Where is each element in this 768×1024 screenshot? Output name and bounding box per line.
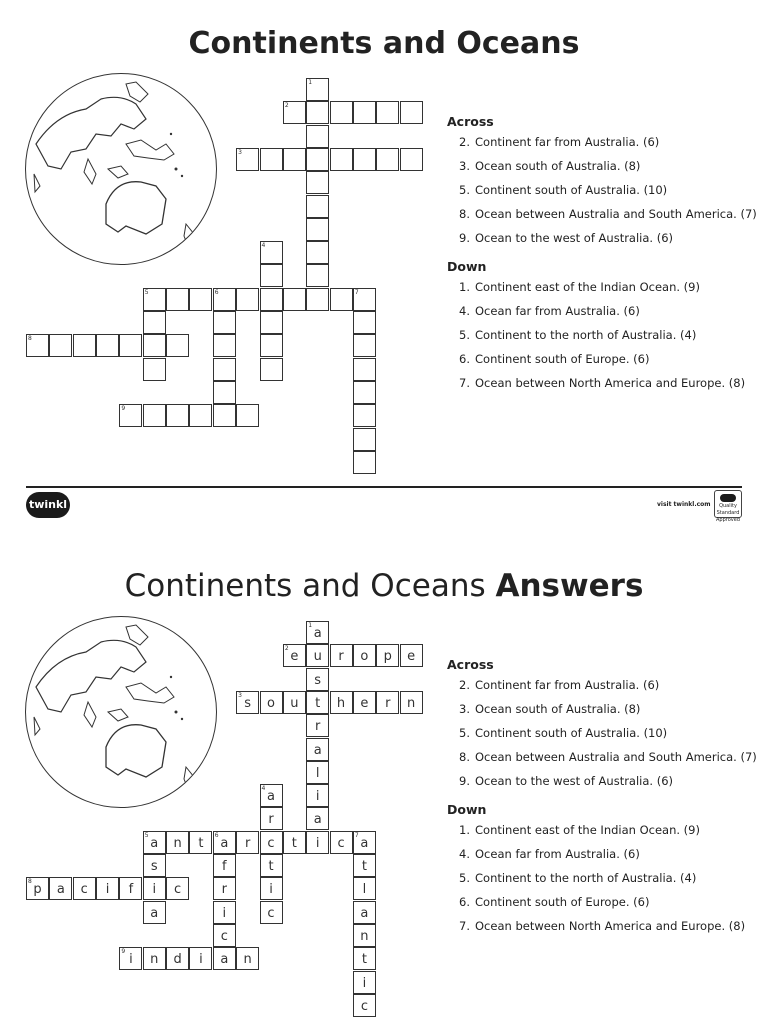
crossword-cell [353, 691, 376, 714]
cell-letter: t [291, 835, 297, 851]
clue-down-4: 4. Ocean far from Australia. (6) [459, 847, 640, 861]
cell-letter: s [314, 672, 322, 688]
cell-letter: t [315, 695, 321, 711]
crossword-cell [353, 644, 376, 667]
crossword-cell [306, 621, 329, 644]
crossword-cell [213, 877, 236, 900]
clue-number: 1 [308, 79, 313, 86]
crossword-cell [400, 644, 423, 667]
crossword-cell[interactable] [306, 78, 329, 101]
crossword-cell [49, 877, 72, 900]
crossword-cell[interactable] [306, 101, 329, 124]
crossword-cell[interactable] [353, 148, 376, 171]
clue-down-5: 5. Continent to the north of Australia. (4) [459, 871, 697, 885]
clue-number: 6 [214, 288, 219, 296]
cell-letter: i [315, 789, 320, 805]
clue-across-3: 3. Ocean south of Australia. (8) [459, 159, 641, 173]
cell-letter: i [152, 882, 157, 898]
crossword-cell[interactable] [143, 404, 166, 427]
cell-letter: t [198, 835, 204, 851]
crossword-cell [353, 947, 376, 970]
crossword-cell[interactable] [330, 288, 353, 311]
worksheet-title: Continents and Oceans [188, 26, 580, 61]
clue-number: 1 [308, 622, 313, 629]
clue-down-7: 7. Ocean between North America and Europe. (8) [459, 919, 746, 933]
cell-letter: i [362, 975, 367, 991]
crossword-cell [376, 691, 399, 714]
clue-down-5: 5. Continent to the north of Australia. (4) [459, 328, 697, 342]
cell-letter: p [383, 649, 392, 665]
clue-number: 2 [284, 102, 289, 110]
crossword-cell[interactable] [213, 404, 236, 427]
crossword-cell [306, 784, 329, 807]
crossword-cell[interactable] [260, 264, 283, 287]
crossword-cell[interactable] [49, 334, 72, 357]
crossword-cell[interactable] [353, 358, 376, 381]
cell-letter: i [105, 882, 110, 898]
cell-letter: n [150, 952, 159, 968]
cell-letter: p [33, 882, 42, 898]
cell-letter: u [290, 695, 299, 711]
footer-divider [26, 486, 742, 488]
crossword-cell [213, 831, 236, 854]
crossword-cell[interactable] [260, 358, 283, 381]
crossword-cell[interactable] [306, 241, 329, 264]
cell-letter: h [336, 695, 346, 711]
clue-across-8: 8. Ocean between Australia and South America. (7) [459, 750, 757, 764]
crossword-cell[interactable] [260, 148, 283, 171]
crossword-cell [260, 901, 283, 924]
cell-letter: r [315, 719, 321, 735]
cell-letter: n [406, 695, 416, 711]
cell-letter: o [360, 649, 369, 665]
cell-letter: a [267, 789, 275, 805]
clues-panel [447, 114, 757, 400]
clue-number: 5 [144, 831, 149, 839]
crossword-cell[interactable] [353, 311, 376, 334]
crossword-cell[interactable] [353, 428, 376, 451]
clue-down-6: 6. Continent south of Europe. (6) [459, 895, 650, 909]
clue-down-4: 4. Ocean far from Australia. (6) [459, 304, 640, 318]
cell-letter: e [360, 695, 369, 711]
globe-map-icon [26, 74, 216, 264]
crossword-cell [166, 831, 189, 854]
globe-illustration [25, 73, 217, 265]
crossword-cell [283, 691, 306, 714]
crossword-cell[interactable] [73, 334, 96, 357]
down-heading: Down [447, 802, 487, 817]
quality-badge: Quality Standard Approved [714, 490, 742, 518]
down-heading: Down [447, 259, 487, 274]
crossword-cell[interactable] [260, 334, 283, 357]
crossword-cell [236, 947, 259, 970]
crossword-cell [189, 947, 212, 970]
crossword-cell[interactable] [143, 288, 166, 311]
clue-across-2: 2. Continent far from Australia. (6) [459, 135, 660, 149]
crossword-cell[interactable] [166, 404, 189, 427]
crossword-cell[interactable] [283, 288, 306, 311]
clue-across-9: 9. Ocean to the west of Australia. (6) [459, 774, 674, 788]
crossword-cell[interactable] [96, 334, 119, 357]
clues-panel-answers [447, 657, 757, 943]
crossword-cell [119, 877, 142, 900]
clue-across-8: 8. Ocean between Australia and South America. (7) [459, 207, 757, 221]
cell-letter: f [222, 859, 227, 874]
crossword-cell [353, 901, 376, 924]
crossword-cell [213, 947, 236, 970]
crossword-cell[interactable] [236, 288, 259, 311]
cell-letter: c [267, 905, 275, 921]
crossword-cell [143, 831, 166, 854]
crossword-cell[interactable] [143, 358, 166, 381]
crossword-cell[interactable] [330, 101, 353, 124]
cell-letter: f [128, 882, 134, 898]
crossword-cell[interactable] [189, 288, 212, 311]
crossword-cell [330, 691, 353, 714]
cell-letter: n [360, 928, 369, 944]
crossword-cell[interactable] [143, 334, 166, 357]
crossword-cell[interactable] [306, 148, 329, 171]
cell-letter: a [150, 835, 159, 851]
crossword-cell[interactable] [213, 334, 236, 357]
crossword-cell[interactable] [353, 451, 376, 474]
clue-number: 3 [238, 148, 242, 156]
clue-down-7: 7. Ocean between North America and Europe. (8) [459, 376, 746, 390]
crossword-cell[interactable] [376, 101, 399, 124]
cell-letter: e [290, 649, 299, 665]
cell-letter: l [315, 765, 320, 781]
crossword-cell [236, 691, 259, 714]
crossword-cell [143, 877, 166, 900]
crossword-cell[interactable] [143, 311, 166, 334]
crossword-cell [306, 668, 329, 691]
crossword-cell[interactable] [260, 241, 283, 264]
clue-number: 8 [28, 335, 32, 343]
across-heading: Across [447, 114, 494, 129]
crossword-cell [260, 854, 283, 877]
crossword-cell[interactable] [353, 381, 376, 404]
crossword-cell[interactable] [306, 288, 329, 311]
crossword-cell [353, 924, 376, 947]
crossword-cell [213, 924, 236, 947]
clue-number: 9 [121, 948, 126, 956]
cell-letter: t [268, 859, 274, 874]
clue-number: 6 [214, 831, 219, 839]
cell-letter: a [360, 905, 369, 921]
crossword-cell[interactable] [189, 404, 212, 427]
clue-down-6: 6. Continent south of Europe. (6) [459, 352, 650, 366]
crossword-cell [73, 877, 96, 900]
cell-letter: r [338, 649, 344, 665]
crossword-cell [353, 994, 376, 1017]
crossword-cell[interactable] [353, 288, 376, 311]
crossword-cell [306, 738, 329, 761]
twinkl-logo: twinkl [26, 492, 70, 518]
crossword-cell [260, 784, 283, 807]
clue-down-1: 1. Continent east of the Indian Ocean. (9) [459, 280, 700, 294]
crossword-cell[interactable] [353, 404, 376, 427]
crossword-cell[interactable] [213, 311, 236, 334]
cell-letter: a [360, 835, 369, 851]
crossword-cell [26, 877, 49, 900]
crossword-cell[interactable] [353, 334, 376, 357]
crossword-cell [143, 947, 166, 970]
crossword-cell[interactable] [306, 195, 329, 218]
crossword-cell [353, 971, 376, 994]
cell-letter: c [267, 835, 275, 851]
crossword-cell[interactable] [166, 288, 189, 311]
crossword-cell [376, 644, 399, 667]
crossword-cell[interactable] [283, 148, 306, 171]
cell-letter: t [361, 859, 367, 874]
cell-letter: i [269, 882, 273, 898]
cell-letter: d [173, 952, 182, 968]
cell-letter: a [220, 835, 229, 851]
crossword-cell [143, 854, 166, 877]
crossword-cell[interactable] [236, 148, 259, 171]
crossword-cell[interactable] [306, 125, 329, 148]
across-heading: Across [447, 657, 494, 672]
crossword-cell [213, 901, 236, 924]
globe-illustration-answers [25, 616, 217, 808]
crossword-cell [306, 644, 329, 667]
cell-letter: a [313, 742, 322, 758]
cell-letter: u [313, 649, 322, 665]
cell-letter: i [129, 952, 133, 968]
cell-letter: l [362, 882, 367, 898]
crossword-cell [283, 644, 306, 667]
crossword-cell [166, 947, 189, 970]
clue-number: 4 [261, 785, 266, 793]
clue-across-5: 5. Continent south of Australia. (10) [459, 183, 668, 197]
crossword-cell[interactable] [400, 101, 423, 124]
globe-map-icon [26, 617, 216, 807]
crossword-cell [213, 854, 236, 877]
crossword-cell [330, 831, 353, 854]
crossword-cell [306, 807, 329, 830]
cell-letter: s [150, 859, 158, 874]
clue-number: 3 [238, 691, 242, 699]
crossword-cell [330, 644, 353, 667]
cell-letter: t [361, 952, 367, 968]
crossword-cell [119, 947, 142, 970]
cell-letter: n [173, 835, 182, 851]
crossword-cell [260, 807, 283, 830]
crossword-cell[interactable] [166, 334, 189, 357]
crossword-cell[interactable] [400, 148, 423, 171]
clue-number: 5 [144, 288, 149, 296]
crossword-cell[interactable] [306, 264, 329, 287]
crossword-cell [306, 714, 329, 737]
clue-number: 9 [121, 405, 126, 413]
cell-letter: r [221, 882, 227, 898]
crossword-cell [260, 877, 283, 900]
cell-letter: i [222, 905, 227, 921]
cell-letter: a [313, 626, 322, 641]
cell-letter: a [313, 812, 322, 828]
crossword-cell [260, 691, 283, 714]
crossword-cell[interactable] [376, 148, 399, 171]
clue-down-1: 1. Continent east of the Indian Ocean. (9) [459, 823, 700, 837]
clue-across-9: 9. Ocean to the west of Australia. (6) [459, 231, 674, 245]
crossword-cell[interactable] [306, 171, 329, 194]
crossword-cell [353, 877, 376, 900]
crossword-cell [283, 831, 306, 854]
clue-number: 2 [284, 645, 289, 653]
crossword-cell[interactable] [306, 218, 329, 241]
crossword-cell [306, 691, 329, 714]
crossword-cell[interactable] [260, 311, 283, 334]
cell-letter: s [244, 695, 252, 711]
clue-number: 7 [354, 288, 359, 296]
cell-letter: r [268, 812, 274, 828]
clue-number: 4 [261, 242, 266, 250]
crossword-cell [236, 831, 259, 854]
cell-letter: c [80, 882, 88, 898]
crossword-cell[interactable] [26, 334, 49, 357]
crossword-cell[interactable] [119, 404, 142, 427]
cell-letter: c [174, 882, 182, 898]
cell-letter: r [385, 695, 391, 711]
crossword-cell[interactable] [330, 148, 353, 171]
cell-letter: i [315, 835, 320, 851]
cell-letter: a [220, 952, 229, 968]
clue-across-3: 3. Ocean south of Australia. (8) [459, 702, 641, 716]
clue-across-5: 5. Continent south of Australia. (10) [459, 726, 668, 740]
crossword-cell [260, 831, 283, 854]
cell-letter: c [337, 835, 345, 851]
cell-letter: a [56, 882, 65, 898]
visit-link[interactable]: visit twinkl.com [657, 501, 711, 508]
crossword-cell[interactable] [213, 358, 236, 381]
crossword-cell [96, 877, 119, 900]
clue-across-2: 2. Continent far from Australia. (6) [459, 678, 660, 692]
cell-letter: a [150, 905, 159, 921]
crossword-cell [400, 691, 423, 714]
crossword-cell [306, 831, 329, 854]
crossword-cell[interactable] [283, 101, 306, 124]
crossword-cell[interactable] [119, 334, 142, 357]
clue-number: 7 [354, 831, 359, 839]
crossword-cell [189, 831, 212, 854]
crossword-cell [166, 877, 189, 900]
crossword-cell [306, 761, 329, 784]
answers-title: Continents and Oceans Answers [124, 568, 644, 604]
cell-letter: c [220, 928, 228, 944]
cell-letter: i [199, 952, 203, 968]
crossword-cell[interactable] [353, 101, 376, 124]
crossword-cell[interactable] [236, 404, 259, 427]
cell-letter: e [407, 649, 416, 665]
clue-number: 8 [28, 878, 32, 886]
cell-letter: r [244, 835, 251, 851]
crossword-cell [143, 901, 166, 924]
cell-letter: o [267, 695, 275, 711]
crossword-cell[interactable] [260, 288, 283, 311]
crossword-cell [353, 854, 376, 877]
crossword-cell[interactable] [213, 288, 236, 311]
cell-letter: n [243, 952, 252, 968]
crossword-cell[interactable] [213, 381, 236, 404]
crossword-cell [353, 831, 376, 854]
cell-letter: c [360, 998, 368, 1014]
